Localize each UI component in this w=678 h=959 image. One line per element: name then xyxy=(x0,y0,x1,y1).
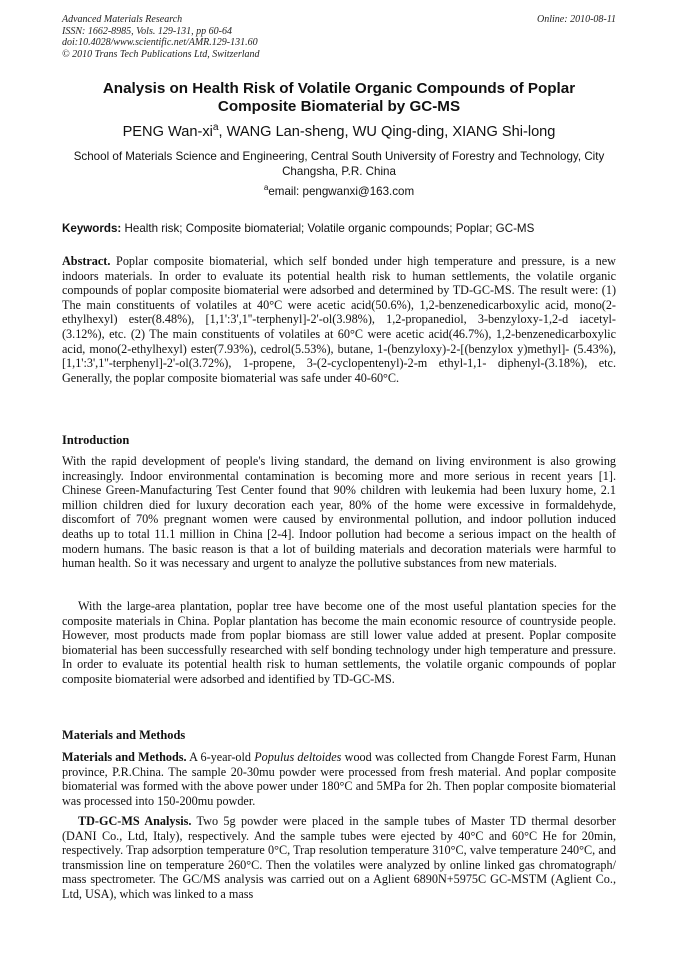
introduction-paragraph-1: With the rapid development of people's living standard, the demand on living environment is also growing increasingly. Indoor environmental contamination is becoming more and more serious in recent years [1]. Chinese Green-Manufacturing Test Center found that 90% children with leukemia had been luxury home, 2.1 million children died for luxury decoration each year, 80% of the home were excessive in formaldehyde, discomfort of 70% pregnant women were caused by environmental pollution, and indoor pollution induced deaths up to total 11.1 million in China [2-4]. Indoor pollution had become a serious impact on the health of modern humans. The basic reason is that a lot of building materials and decoration materials were harmful to human health. So it was necessary and urgent to analyze the pollutive substances from new materials. xyxy=(62,454,616,571)
copyright-line: © 2010 Trans Tech Publications Ltd, Switzerland xyxy=(62,48,260,60)
methods-p2-label: TD-GC-MS Analysis. xyxy=(78,814,192,828)
methods-p2-text: Two 5g powder were placed in the sample tubes of Master TD thermal desorber (DANI Co., Ltd, Italy), respectively. And the sample tubes were ejected by 40°C and 60°C He for 20min, respectively. Trap adsorption temperature 0°C, Trap resolution temperature 310°C, valve temperature 240°C, and transmission line on temperature 260°C. Then the volatiles were analyzed by online linked gas chromatograph/ mass spectrometer. The GC/MS analysis was carried out on a Aglient 6890N+5975C GC-MSTM (Aglient Co., Ltd, USA), which was linked to a mass xyxy=(62,814,616,901)
abstract xyxy=(62,254,616,385)
methods-heading: Materials and Methods xyxy=(62,728,186,742)
affiliation: School of Materials Science and Engineering, Central South University of Forestry and Technology, City Changsha, P.R. China xyxy=(73,150,605,179)
abstract-label: Abstract. xyxy=(62,254,111,268)
first-author-sup: a xyxy=(212,122,219,134)
issn-line: ISSN: 1662-8985, Vols. 129-131, pp 60-64 xyxy=(62,25,232,37)
introduction-paragraph-2: With the large-area plantation, poplar tree have become one of the most useful plantation species for the composite materials in China. Poplar plantation has become the main economic resource of countryside people. However, most products made from poplar biomass are still lower value added at present. Poplar composite biomaterial has been successfully researched with self bonding technology under high temperature and pressure. In order to evaluate its potential health risk to human settlements, the volatile organic compounds of poplar composite biomaterial were adsorbed and identified by TD-GC-MS. xyxy=(62,599,616,686)
email-sup: a xyxy=(263,183,269,193)
methods-p1-post: wood was collected from Changde Forest Farm, Hunan province, P.R.China. The sample 20-30mu powder were processed from fresh material. And poplar composite biomaterial was formed with the above power under 180°C and 5MPa for 2h. Then poplar composite biomaterial was processed into 150-200mu powder. xyxy=(62,750,616,808)
author-email xyxy=(62,184,616,199)
methods-paragraph-1 xyxy=(62,750,616,808)
methods-paragraph-2 xyxy=(62,814,616,902)
journal-name: Advanced Materials Research xyxy=(62,14,183,25)
online-date: Online: 2010-08-11 xyxy=(537,14,616,25)
other-authors: , WANG Lan-sheng, WU Qing-ding, XIANG Shi-long xyxy=(218,124,556,140)
journal-header xyxy=(62,14,616,60)
email-text: email: pengwanxi@163.com xyxy=(268,185,415,198)
keywords-text: Health risk; Composite biomaterial; Volatile organic compounds; Poplar; GC-MS xyxy=(121,222,535,235)
keywords xyxy=(62,221,616,236)
methods-p1-pre: A 6-year-old xyxy=(186,750,255,764)
paper-title: Analysis on Health Risk of Volatile Organic Compounds of Poplar Composite Biomaterial by GC-MS xyxy=(102,80,576,115)
keywords-label: Keywords: xyxy=(62,222,122,235)
species-name: Populus deltoides xyxy=(254,750,342,764)
first-author: PENG Wan-xi xyxy=(122,124,213,140)
methods-p1-label: Materials and Methods. xyxy=(62,750,187,764)
author-list xyxy=(62,123,616,141)
abstract-text: Poplar composite biomaterial, which self bonded under high temperature and pressure, is a new indoors materials. In order to evaluate its potential health risk to human settlements, the volatile organic compounds of poplar composite biomaterial were adsorbed and determined by TD-GC-MS. The result were: (1) The main constituents of volatiles at 40°C were acetic acid(50.6%), 1,2-benzenedicarboxylic acid, mono(2-ethylhexyl) ester(8.48%), [1,1':3',1''-terphenyl]-2'-ol(3.98%), 1,2-propanediol, 3-benzyloxy-1,2-d iacetyl-(3.12%), etc. (2) The main constituents of volatiles at 60°C were acetic acid(46.7%), 1,2-benzenedicarboxylic acid, mono(2-ethylhexyl) ester(7.93%), cedrol(5.53%), butane, 1-(benzyloxy)-2-[(benzylox y)methyl]- (5.43%), [1,1':3',1''-terphenyl]-2'-ol(3.72%), 1-propene, 3-(2-cyclopentenyl)-2-m ethyl-1,1- diphenyl-(3.18%), etc. Generally, the poplar composite biomaterial was safe under 40-60°C. xyxy=(62,254,616,385)
introduction-heading: Introduction xyxy=(62,433,130,447)
doi-line: doi:10.4028/www.scientific.net/AMR.129-131.60 xyxy=(62,37,258,48)
